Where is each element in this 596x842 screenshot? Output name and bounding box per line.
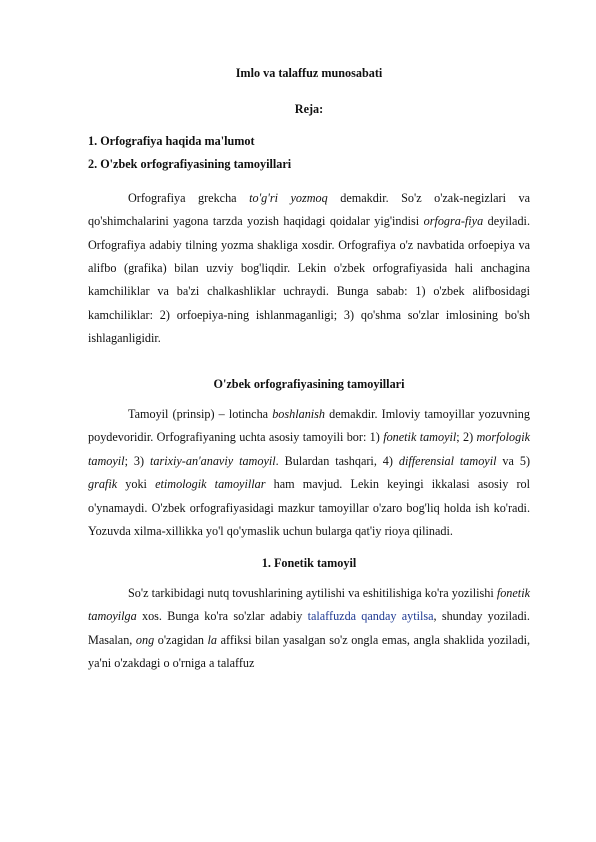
- text-span: xos. Bunga ko'ra so'zlar adabiy: [136, 609, 308, 624]
- text-span: demakdir. Imloviy tamoyillar yozuvning poydevoridir. Orfografiyaning uchta asosiy tamoyili bor: 1): [88, 407, 530, 445]
- text-span: So'z tarkibidagi nutq tovushlarining aytilishi va eshitilishiga ko'ra yozilishi: [128, 585, 497, 600]
- section-heading-phonetic: 1. Fonetik tamoyil: [261, 555, 357, 570]
- text-span: demakdir. So'z o'zak-negizlari va qo'shimchalarini yagona tarzda yozish haqidagi qoidalar yig'indisi: [88, 190, 531, 229]
- paragraph-orthography: [88, 187, 530, 351]
- plan-item-1: 1. Orfografiya haqida ma'lumot: [88, 134, 255, 148]
- italic-term: boshlanish: [272, 407, 326, 422]
- italic-term: fonetik tamoyilga: [88, 585, 530, 624]
- plan-heading: Reja:: [294, 101, 324, 116]
- text-span: yoki: [117, 477, 156, 492]
- text-span: affiksi bilan yasalgan so'z ongla emas, angla shaklida yoziladi, ya'ni o'zakdagi o o'rniga a talaffuz: [88, 632, 531, 671]
- paragraph-principles: [88, 403, 530, 543]
- text-span: va 5): [496, 453, 531, 468]
- text-span: Orfografiya grekcha: [128, 190, 250, 205]
- section-heading-principles: O'zbek orfografiyasining tamoyillari: [213, 376, 405, 391]
- italic-term: to'g'ri yozmoq: [249, 190, 328, 205]
- italic-term: etimologik tamoyillar: [155, 477, 266, 492]
- document-title: Imlo va talaffuz munosabati: [235, 66, 383, 80]
- italic-term: ong: [135, 632, 155, 647]
- text-span: . Bulardan tashqari, 4): [275, 453, 399, 468]
- italic-term: differensial tamoyil: [398, 453, 497, 468]
- text-span: ; 3): [124, 453, 150, 468]
- italic-term: fonetik tamoyil: [383, 430, 457, 445]
- text-span: o'zagidan: [154, 632, 208, 647]
- italic-term: morfologik tamoyil: [88, 430, 530, 468]
- italic-term: tarixiy-an'anaviy tamoyil: [149, 453, 276, 468]
- italic-term: orfogra-fiya: [423, 214, 484, 229]
- plan-item-2: 2. O'zbek orfografiyasining tamoyillari: [88, 157, 292, 172]
- text-span: , shunday yoziladi. Masalan,: [88, 609, 530, 647]
- text-span: ham mavjud. Lekin keyingi ikkalasi asosiy rol o'ynamaydi. O'zbek orfografiyasidagi mazkur tamoyillar o'zaro bog'liq holda ish ko'radi. Yozuvda xilma-xillikka yo'l qo'ymaslik uchun bularga qat'iy rioya qilinadi.: [88, 477, 530, 539]
- document-page: [88, 62, 530, 676]
- highlighted-phrase: talaffuzda qanday aytilsa: [307, 609, 434, 624]
- text-span: ; 2): [456, 430, 477, 445]
- italic-term: grafik: [88, 477, 118, 492]
- italic-term: la: [207, 632, 218, 647]
- paragraph-phonetic: [88, 582, 530, 676]
- text-span: deyiladi. Orfografiya adabiy tilning yozma shakliga xosdir. Orfografiya o'z navbatida orfoepiya va alifbo (grafika) bilan uzviy bog'liqdir. Lekin o'zbek orfografiyasida hali anchagina kamchiliklar va ba'zi chalkashliklar uchraydi. Bunga sabab: 1) o'zbek alifbosidagi kamchiliklar: 2) orfoepiya-ning ishlanmaganligi; 3) qo'shma so'zlar imlosining bo'sh ishlaganligidir.: [88, 214, 530, 346]
- text-span: Tamoyil (prinsip) – lotincha: [128, 407, 273, 422]
